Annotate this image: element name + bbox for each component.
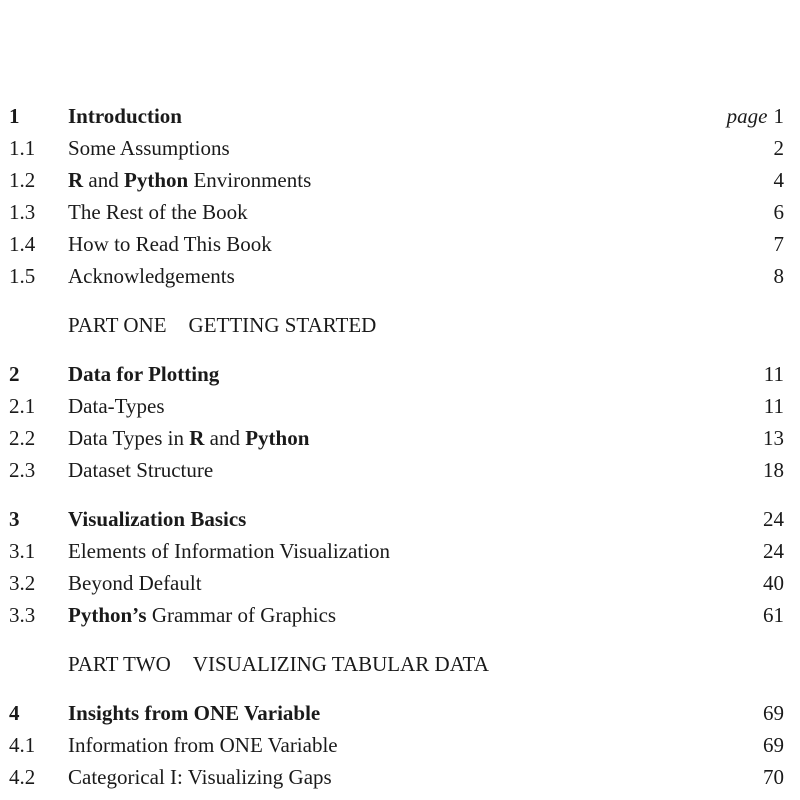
chapter-number: 1 [9,104,20,128]
toc-chapter-4[interactable] [0,697,800,729]
table-of-contents [0,100,800,793]
section-title: Acknowledgements [68,264,235,288]
section-title: The Rest of the Book [68,200,248,224]
chapter-title: Visualization Basics [68,507,247,531]
page-number: 4 [773,168,784,192]
toc-section-1-5[interactable] [0,260,800,292]
section-title [68,599,336,631]
section-title: Beyond Default [68,571,202,595]
title-rest: Environments [188,168,312,192]
chapter-number: 2 [9,362,20,386]
section-number: 2.1 [9,394,36,418]
section-title: Dataset Structure [68,458,214,482]
section-title: Categorical I: Visualizing Gaps [68,765,332,789]
page-number: 24 [763,539,784,563]
r-term: R [68,168,84,192]
toc-section-3-1[interactable] [0,535,800,567]
title-rest: Grammar of Graphics [146,603,337,627]
toc-section-3-2[interactable] [0,567,800,599]
section-title [68,422,309,454]
page-number: 2 [773,136,784,160]
toc-section-2-1[interactable] [0,390,800,422]
page-number: 70 [763,765,784,789]
toc-section-3-3[interactable] [0,599,800,631]
toc-chapter-1[interactable] [0,100,800,132]
section-number: 1.3 [9,200,36,224]
chapter-number: 3 [9,507,20,531]
section-number: 1.2 [9,168,36,192]
toc-section-1-3[interactable] [0,196,800,228]
section-title: Some Assumptions [68,136,230,160]
chapter-title: Introduction [68,104,182,128]
part-name: VISUALIZING TABULAR DATA [192,652,489,676]
section-number: 1.4 [9,232,36,256]
toc-section-4-2[interactable] [0,761,800,793]
section-title: Information from ONE Variable [68,733,338,757]
section-title: How to Read This Book [68,232,272,256]
page-number: 24 [763,507,784,531]
page-number: 6 [773,200,784,224]
toc-section-2-3[interactable] [0,454,800,486]
python-term: Python [245,426,310,450]
section-number: 3.1 [9,539,36,563]
page-number: 69 [763,733,784,757]
page-number: 13 [763,426,784,450]
python-term: Python’s [68,603,147,627]
part-heading [68,309,376,341]
part-heading [68,648,489,680]
chapter-title: Insights from ONE Variable [68,701,321,725]
section-title: Elements of Information Visualization [68,539,391,563]
r-term: R [189,426,205,450]
chapter-title: Data for Plotting [68,362,220,386]
section-number: 2.2 [9,426,36,450]
toc-section-1-1[interactable] [0,132,800,164]
page-number: 11 [763,394,784,418]
page-value: 1 [773,104,784,128]
title-and: and [204,426,246,450]
section-number: 2.3 [9,458,36,482]
toc-section-2-2[interactable] [0,422,800,454]
section-number: 3.2 [9,571,36,595]
toc-section-1-2[interactable] [0,164,800,196]
page-number: 8 [773,264,784,288]
page-number: 11 [763,362,784,386]
toc-section-4-1[interactable] [0,729,800,761]
page-number: 7 [773,232,784,256]
toc-part-one [0,309,800,341]
section-title [68,164,311,196]
page-number: 69 [763,701,784,725]
part-label: PART ONE [68,313,167,337]
section-number: 4.1 [9,733,36,757]
part-label: PART TWO [68,652,171,676]
page-number: 61 [763,603,784,627]
title-pre: Data Types in [68,426,190,450]
section-number: 1.1 [9,136,36,160]
chapter-number: 4 [9,701,20,725]
page-number: 18 [763,458,784,482]
section-number: 4.2 [9,765,36,789]
toc-chapter-2[interactable] [0,358,800,390]
page-word: page [726,104,768,128]
page-number: 40 [763,571,784,595]
python-term: Python [124,168,189,192]
toc-chapter-3[interactable] [0,503,800,535]
page-number [727,100,784,132]
toc-section-1-4[interactable] [0,228,800,260]
section-number: 3.3 [9,603,36,627]
title-and: and [83,168,124,192]
part-name: GETTING STARTED [188,313,377,337]
toc-part-two [0,648,800,680]
section-number: 1.5 [9,264,36,288]
section-title: Data-Types [68,394,165,418]
